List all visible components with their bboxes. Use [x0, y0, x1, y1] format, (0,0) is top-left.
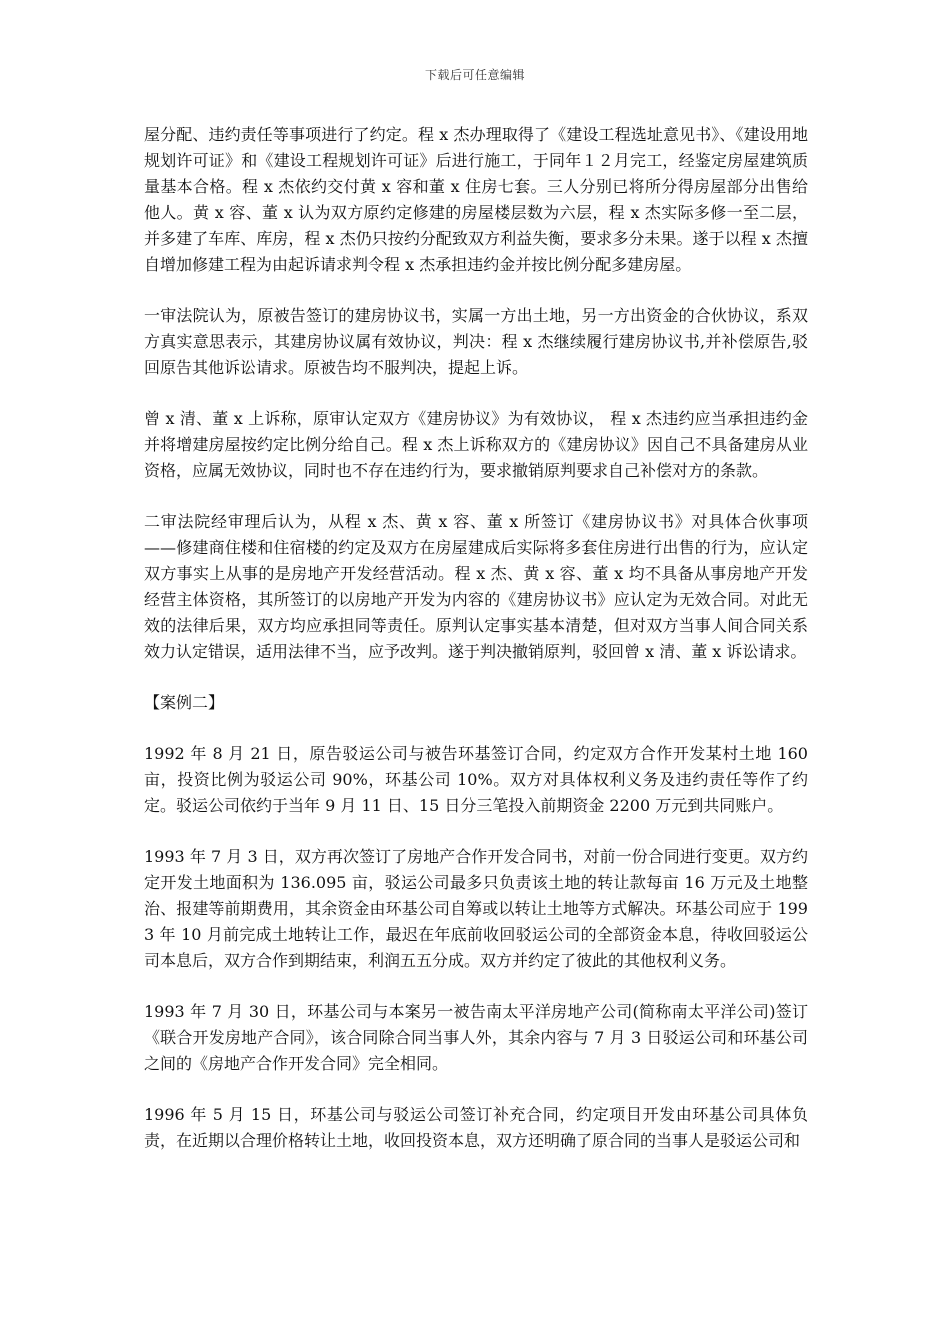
document-body: [144, 122, 808, 1179]
paragraph: 一审法院认为，原被告签订的建房协议书，实属一方出土地，另一方出资金的合伙协议，系双方真实意思表示，其建房协议属有效协议，判决：程 x 杰继续履行建房协议书,并补偿原告,驳回原告其他诉讼请求。原被告均不服判决，提起上诉。: [144, 306, 808, 377]
paragraph: 1996 年 5 月 15 日，环基公司与驳运公司签订补充合同，约定项目开发由环基公司具体负责，在近期以合理价格转让土地，收回投资本息，双方还明确了原合同的当事人是驳运公司和: [144, 1105, 808, 1150]
paragraph: 1993 年 7 月 3 日，双方再次签订了房地产合作开发合同书，对前一份合同进行变更。双方约定开发土地面积为 136.095 亩，驳运公司最多只负责该土地的转让款每亩 16 万元及土地整治、报建等前期费用，其余资金由环基公司自筹或以转让土地等方式解决。环基公司应于 1993 年 10 月前完成土地转让工作，最迟在年底前收回驳运公司的全部资金本息，待收回驳运公司本息后，双方合作到期结束，利润五五分成。双方并约定了彼此的其他权利义务。: [144, 847, 808, 970]
case-heading: 【案例二】: [144, 693, 225, 712]
paragraph: 屋分配、违约责任等事项进行了约定。程 x 杰办理取得了《建设工程选址意见书》、《建设用地规划许可证》和《建设工程规划许可证》后进行施工，于同年１２月完工，经鉴定房屋建筑质量基本合格。程 x 杰依约交付黄 x 容和董 x 住房七套。三人分别已将所分得房屋部分出售给他人。黄 x 容、董 x 认为双方原约定修建的房屋楼层数为六层，程 x 杰实际多修一至二层，并多建了车库、库房，程 x 杰仍只按约分配致双方利益失衡，要求多分未果。遂于以程 x 杰擅自增加修建工程为由起诉请求判令程 x 杰承担违约金并按比例分配多建房屋。: [144, 125, 808, 274]
paragraph: 1993 年 7 月 30 日，环基公司与本案另一被告南太平洋房地产公司(简称南太平洋公司)签订《联合开发房地产合同》，该合同除合同当事人外，其余内容与 7 月 3 日驳运公司和环基公司之间的《房地产合作开发合同》完全相同。: [144, 1002, 808, 1073]
page-header-note: 下载后可任意编辑: [424, 68, 525, 82]
paragraph: 曾 x 清、董 x 上诉称，原审认定双方《建房协议》为有效协议， 程 x 杰违约应当承担违约金并将增建房屋按约定比例分给自己。程 x 杰上诉称双方的《建房协议》因自己不具备建房从业资格，应属无效协议，同时也不存在违约行为，要求撤销原判要求自己补偿对方的条款。: [144, 409, 808, 480]
paragraph: 二审法院经审理后认为，从程 x 杰、黄 x 容、董 x 所签订《建房协议书》对具体合伙事项——修建商住楼和住宿楼的约定及双方在房屋建成后实际将多套住房进行出售的行为，应认定双方事实上从事的是房地产开发经营活动。程 x 杰、黄 x 容、董 x 均不具备从事房地产开发经营主体资格，其所签订的以房地产开发为内容的《建房协议书》应认定为无效合同。对此无效的法律后果，双方均应承担同等责任。原判认定事实基本清楚，但对双方当事人间合同关系效力认定错误，适用法律不当，应予改判。遂于判决撤销原判，驳回曾 x 清、董 x 诉讼请求。: [144, 512, 808, 661]
paragraph: 1992 年 8 月 21 日，原告驳运公司与被告环基签订合同，约定双方合作开发某村土地 160 亩，投资比例为驳运公司 90%，环基公司 10%。双方对具体权利义务及违约责任等作了约定。驳运公司依约于当年 9 月 11 日、15 日分三笔投入前期资金 2200 万元到共同账户。: [144, 744, 808, 815]
